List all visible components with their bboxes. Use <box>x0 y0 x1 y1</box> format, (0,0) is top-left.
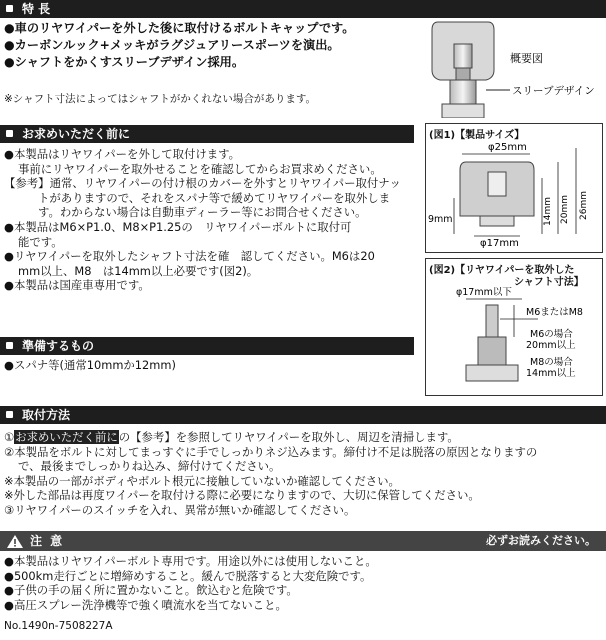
label-m6-20mm: 20mm以上 <box>526 340 576 351</box>
label-m8-14mm: 14mm以上 <box>526 368 576 379</box>
dim-height-20: 20mm <box>560 195 570 224</box>
label-m8-case: M8の場合 <box>530 357 573 368</box>
overview-diagram <box>430 20 606 118</box>
caution-list: ●本製品はリヤワイパーボルト専用です。用途以外には使用しないこと。 ●500km走行ごとに増締めすること。緩んで脱落すると大変危険です。 ●子供の手の届く所に置かないこと。飲込むと危険です。 ●高圧スプレー洗浄機等で強く噴流水を当てないこと。 <box>4 554 377 612</box>
section-header-install: 取付方法 <box>0 406 606 424</box>
dim-height-9: 9mm <box>428 214 453 225</box>
sleeve-design-label: スリーブデザイン <box>512 85 595 97</box>
caution-read-notice: 必ずお読みください。 <box>486 534 596 547</box>
figure-1-product-size: (図1)【製品サイズ】 φ25mm φ17mm 9mm 14mm 20mm 26mm <box>425 123 603 253</box>
label-m6-or-m8: M6またはM8 <box>526 307 583 318</box>
caution-banner <box>0 531 606 551</box>
section-header-before: お求めいただく前に <box>0 125 414 143</box>
label-m6-case: M6の場合 <box>530 329 573 340</box>
figure-2-shaft-size: (図2)【リヤワイパーを取外した シャフト寸法】 φ17mm以下 M6またはM8 M6の場合 20mm以上 M8の場合 14mm以上 <box>425 258 603 396</box>
feature-item: ●車のリヤワイパーを外した後に取付けるボルトキャップです。 <box>4 21 355 35</box>
warning-icon <box>6 534 24 549</box>
before-purchase-text: ●本製品はリヤワイパーを外して取付けます。 事前にリヤワイパーを取外せることを確認してからお買求めください。 【参考】通常、リヤワイパーの付け根のカバーを外すとリヤワイパー取付ナッ トがありますので、それをスパナ等で緩めてリヤワイパーを取外しま す。わからない場合は自動車ディーラー等にお問合せください。 ●本製品はM6×P1.0、M8×P1.25の リヤワイパーボルトに取付可 能です。 ●リヤワイパーを取外したシャフト寸法を確 認してください。M6は20 mm以上、M8 は14mm以上必要です(図2)。 ●本製品は国産車専用です。 <box>4 147 401 293</box>
caution-title: 注 意 <box>30 534 65 548</box>
section-header-features: 特 長 <box>0 0 606 18</box>
dim-shaft-diameter: φ17mm以下 <box>456 287 512 298</box>
features-list <box>4 20 354 71</box>
features-note: ※シャフト寸法によってはシャフトがかくれない場合があります。 <box>4 93 317 105</box>
overview-label: 概要図 <box>510 52 543 65</box>
feature-item: ●シャフトをかくすスリーブデザイン採用。 <box>4 55 245 69</box>
dim-height-26: 26mm <box>579 191 589 220</box>
product-number: No.1490n-7508227A <box>4 620 113 632</box>
dim-height-14: 14mm <box>543 197 553 226</box>
feature-item: ●カーボンルック+メッキがラグジュアリースポーツを演出。 <box>4 38 340 52</box>
preparation-text: ●スパナ等(通常10mmか12mm) <box>4 358 176 372</box>
section-header-preparation: 準備するもの <box>0 337 414 355</box>
dim-diameter-bottom: φ17mm <box>480 238 519 249</box>
install-steps: ①お求めいただく前にの【参考】を参照してリヤワイパーを取外し、周辺を清掃します。 ②本製品をボルトに対してまっすぐに手でしっかりネジ込みます。締付け不足は脱落の原因となりますの で、最後までしっかりね込み、締付けてください。 ※本製品の一部がボディやボルト根元に接触していないか確認してください。 ※外した部品は再度ワイパーを取付ける際に必要になりますので、大切に保管してください。 ③リヤワイパーのスイッチを入れ、異常が無いか確認してください。 <box>4 430 538 517</box>
dim-diameter-top: φ25mm <box>488 142 527 153</box>
